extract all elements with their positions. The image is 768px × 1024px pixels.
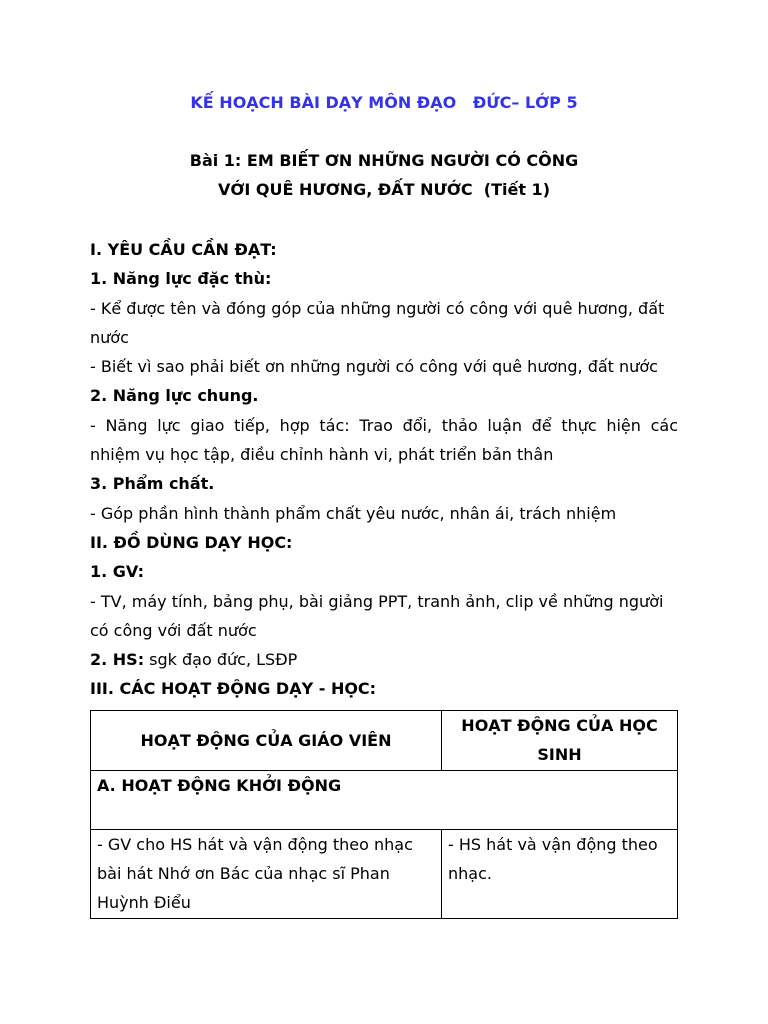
lesson-title-line1: Bài 1: EM BIẾT ƠN NHỮNG NGƯỜI CÓ CÔNG [189,151,579,170]
specific-competency-item1-line1: - Kể được tên và đóng góp của những người có công với quê hương, đất [90,298,665,318]
section-materials-heading: II. ĐỒ DÙNG DẠY HỌC: [90,532,293,552]
document-body [90,235,678,704]
section-requirements-heading: I. YÊU CẦU CẦN ĐẠT: [90,240,277,259]
student-column-header-line2: SINH [537,745,582,765]
student-column-header-line1: HOẠT ĐỘNG CỦA HỌC [461,716,658,735]
teacher-activity-cell [91,829,442,918]
table-header-row [91,711,678,771]
teacher-column-header [91,711,442,771]
specific-competency-item1-line2: nước [90,327,129,347]
activities-table [90,710,678,919]
teacher-materials-item1-line2: có công với đất nước [90,620,257,640]
student-activity-line1: - HS hát và vận động theo [448,834,658,854]
student-column-header [442,711,678,771]
student-materials-line [90,645,678,674]
section-a-cell [91,770,678,829]
table-row [91,829,678,918]
teacher-materials-heading: 1. GV: [90,562,144,582]
section-activities-heading: III. CÁC HOẠT ĐỘNG DẠY - HỌC: [90,679,377,699]
teacher-activity-line3: Huỳnh Điểu [97,893,191,913]
student-materials-label: 2. HS: [90,650,145,670]
table-section-row [91,770,678,829]
student-activity-line2: nhạc. [448,863,492,883]
student-materials-text: sgk đạo đức, LSĐP [144,650,298,670]
specific-competency-heading: 1. Năng lực đặc thù: [90,269,272,289]
teacher-activity-line2: bài hát Nhớ ơn Bác của nhạc sĩ Phan [97,863,390,883]
general-competency-item1-line1: - Năng lực giao tiếp, hợp tác: Trao đổi, thảo luận để thực hiện các [90,415,678,435]
qualities-item1: - Góp phần hình thành phẩm chất yêu nước, nhân ái, trách nhiệm [90,503,617,523]
teacher-materials-item1-line1: - TV, máy tính, bảng phụ, bài giảng PPT, tranh ảnh, clip về những người [90,591,664,611]
student-activity-cell [442,829,678,918]
document-title: KẾ HOẠCH BÀI DẠY MÔN ĐẠO ĐỨC– LỚP 5 [190,93,578,112]
teacher-column-header-text: HOẠT ĐỘNG CỦA GIÁO VIÊN [140,730,392,750]
teacher-activity-line1: - GV cho HS hát và vận động theo nhạc [97,834,413,854]
lesson-title-line2: VỚI QUÊ HƯƠNG, ĐẤT NƯỚC (Tiết 1) [218,180,550,199]
general-competency-heading: 2. Năng lực chung. [90,386,259,406]
qualities-heading: 3. Phẩm chất. [90,474,215,494]
general-competency-item1-line2: nhiệm vụ học tập, điều chỉnh hành vi, phát triển bản thân [90,445,554,465]
specific-competency-item2: - Biết vì sao phải biết ơn những người có công với quê hương, đất nước [90,357,658,377]
section-a-label: A. HOẠT ĐỘNG KHỞI ĐỘNG [97,775,342,795]
